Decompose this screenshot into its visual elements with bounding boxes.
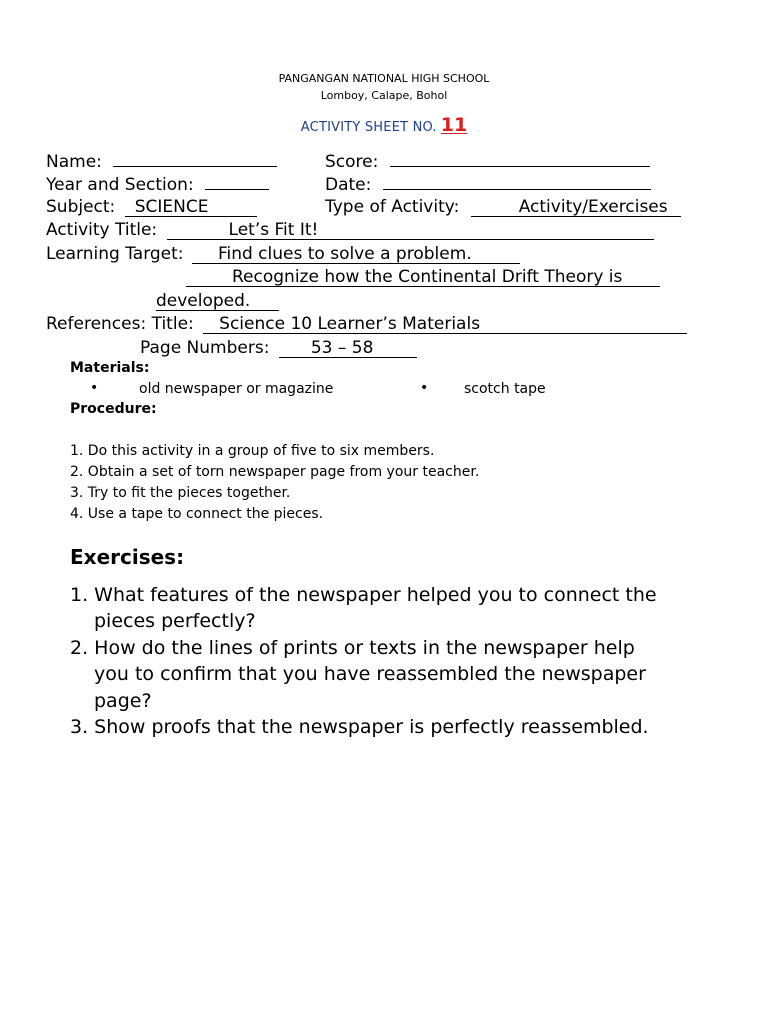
- activity-type-field-row: [325, 196, 681, 219]
- activity-sheet-number: 11: [440, 114, 468, 136]
- score-label: Score:: [325, 152, 379, 172]
- exercise-question-3: 3. Show proofs that the newspaper is perfectly reassembled.: [70, 716, 649, 738]
- score-blank[interactable]: [390, 149, 650, 167]
- page-numbers-label: Page Numbers:: [140, 338, 270, 358]
- references-title-label: References: Title:: [46, 314, 194, 334]
- score-field-row: [325, 149, 650, 174]
- exercise-question-2-cont: you to confirm that you have reassembled the newspaper: [94, 663, 646, 685]
- procedure-step: 4. Use a tape to connect the pieces.: [70, 506, 324, 522]
- exercises-heading: Exercises:: [70, 545, 185, 569]
- subject-label: Subject:: [46, 197, 116, 217]
- name-field-row: [46, 149, 277, 174]
- date-blank[interactable]: [383, 172, 651, 190]
- date-field-row: [325, 172, 651, 197]
- bullet-icon: •: [420, 380, 429, 396]
- procedure-step: 1. Do this activity in a group of five to six members.: [70, 443, 435, 459]
- activity-type-value: Activity/Exercises: [471, 198, 681, 217]
- activity-sheet-title: [0, 114, 768, 136]
- exercise-question-2: 2. How do the lines of prints or texts in the newspaper help: [70, 637, 635, 659]
- learning-target-field-row: [46, 243, 520, 266]
- learning-target-value-3: developed.: [156, 292, 279, 311]
- activity-title-value: Let’s Fit It!: [167, 221, 654, 240]
- materials-heading: Materials:: [70, 360, 150, 376]
- name-label: Name:: [46, 152, 102, 172]
- references-title-value: Science 10 Learner’s Materials: [203, 315, 687, 334]
- activity-sheet-label: ACTIVITY SHEET NO.: [300, 120, 437, 135]
- material-item: old newspaper or magazine: [139, 381, 334, 397]
- school-name: PANGANGAN NATIONAL HIGH SCHOOL: [278, 72, 490, 85]
- learning-target-row-3: [156, 290, 279, 313]
- school-address: Lomboy, Calape, Bohol: [320, 89, 448, 102]
- subject-field-row: [46, 196, 257, 219]
- activity-title-field-row: [46, 219, 654, 242]
- exercise-question-1-cont: pieces perfectly?: [94, 610, 256, 632]
- material-item: scotch tape: [464, 381, 546, 397]
- name-blank[interactable]: [113, 149, 277, 167]
- exercise-question-1: 1. What features of the newspaper helped you to connect the: [70, 584, 657, 606]
- year-section-label: Year and Section:: [46, 175, 194, 195]
- page-numbers-value: 53 – 58: [279, 339, 417, 358]
- learning-target-label: Learning Target:: [46, 244, 184, 264]
- references-title-field-row: [46, 313, 687, 336]
- learning-target-value-1: Find clues to solve a problem.: [192, 245, 520, 264]
- page-numbers-field-row: [140, 337, 417, 360]
- date-label: Date:: [325, 175, 372, 195]
- procedure-step: 3. Try to fit the pieces together.: [70, 485, 291, 501]
- procedure-heading: Procedure:: [70, 401, 157, 417]
- bullet-icon: •: [90, 380, 99, 396]
- exercise-question-2-cont: page?: [94, 690, 152, 712]
- year-section-field-row: [46, 172, 269, 197]
- activity-title-label: Activity Title:: [46, 220, 158, 240]
- activity-type-label: Type of Activity:: [325, 197, 460, 217]
- procedure-step: 2. Obtain a set of torn newspaper page from your teacher.: [70, 464, 480, 480]
- learning-target-row-2: [186, 266, 660, 289]
- subject-value: SCIENCE: [125, 198, 257, 217]
- year-section-blank[interactable]: [205, 172, 269, 190]
- learning-target-value-2: Recognize how the Continental Drift Theory is: [186, 268, 660, 287]
